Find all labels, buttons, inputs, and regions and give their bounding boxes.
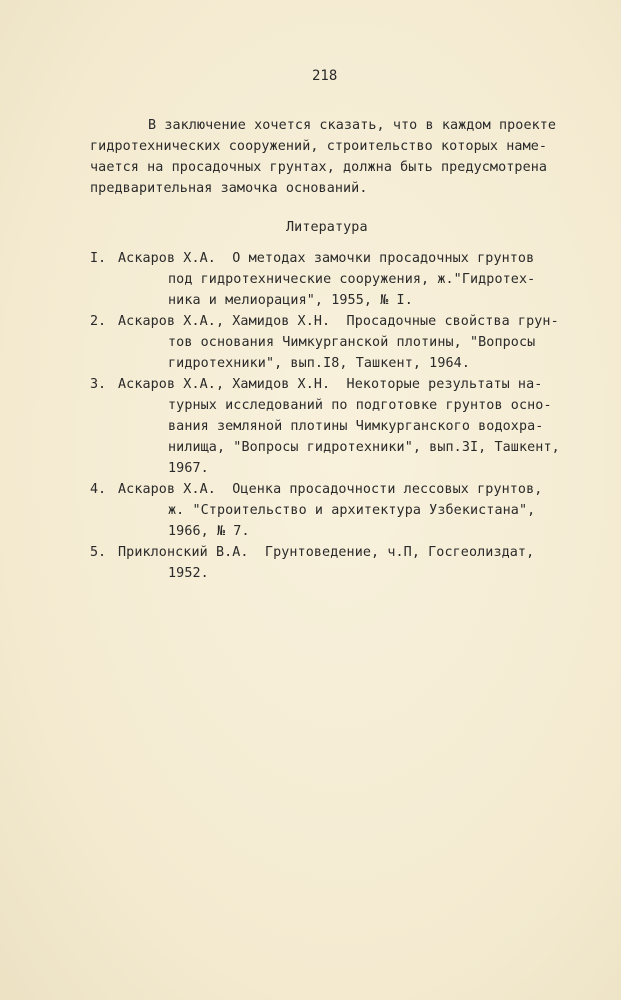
reference-line: Аскаров Х.А., Хамидов Х.Н. Просадочные свойства грун-	[118, 314, 559, 329]
reference-line: под гидротехнические сооружения, ж."Гидротех-	[168, 272, 536, 287]
reference-line: тов основания Чимкурганской плотины, "Вопросы	[168, 335, 536, 350]
reference-line: 1952.	[168, 566, 209, 581]
conclusion-line: предварительная замочка оснований.	[90, 181, 368, 196]
reference-number: 5.	[90, 545, 107, 560]
page-number: 218	[312, 68, 338, 84]
reference-number: 4.	[90, 482, 107, 497]
reference-line: турных исследований по подготовке грунтов осно-	[168, 398, 552, 413]
reference-line: Аскаров Х.А., Хамидов Х.Н. Некоторые результаты на-	[118, 377, 543, 392]
reference-line: ж. "Строительство и архитектура Узбекистана",	[168, 503, 536, 518]
reference-number: 3.	[90, 377, 107, 392]
conclusion-line: гидротехнических сооружений, строительство которых наме-	[90, 139, 548, 154]
reference-line: 1966, № 7.	[168, 524, 250, 539]
conclusion-line: В заключение хочется сказать, что в каждом проекте	[148, 118, 557, 133]
reference-number: I.	[90, 251, 107, 266]
reference-line: ника и мелиорация", 1955, № I.	[168, 293, 413, 308]
reference-line: нилища, "Вопросы гидротехники", вып.3I, Ташкент,	[168, 440, 560, 455]
reference-line: вания земляной плотины Чимкурганского водохра-	[168, 419, 544, 434]
references-heading: Литература	[286, 220, 368, 235]
reference-number: 2.	[90, 314, 107, 329]
reference-line: Приклонский В.А. Грунтоведение, ч.П, Госгеолиздат,	[118, 545, 535, 560]
reference-line: Аскаров Х.А. О методах замочки просадочных грунтов	[118, 251, 535, 266]
reference-line: Аскаров Х.А. Оценка просадочности лессовых грунтов,	[118, 482, 543, 497]
reference-line: гидротехники", вып.I8, Ташкент, 1964.	[168, 356, 470, 371]
conclusion-line: чается на просадочных грунтах, должна быть предусмотрена	[90, 160, 548, 175]
reference-line: 1967.	[168, 461, 209, 476]
